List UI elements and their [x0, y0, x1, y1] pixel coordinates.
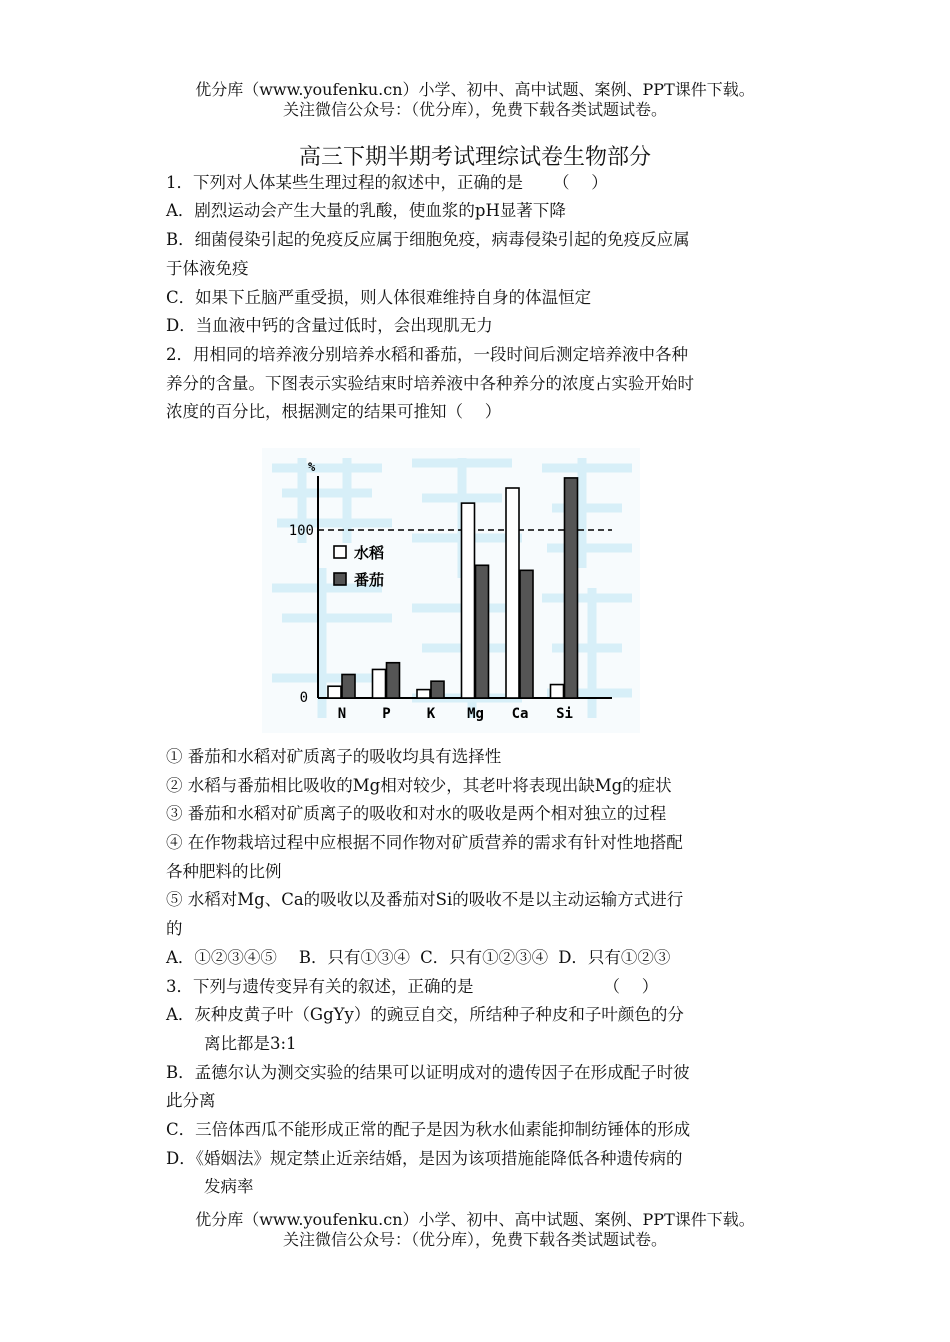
q2-statement-1: ① 番茄和水稻对矿质离子的吸收均具有选择性: [166, 747, 502, 766]
page-title: 高三下期半期考试理综试卷生物部分: [298, 145, 651, 170]
q3-option-d-line2: 发病率: [204, 1177, 254, 1196]
x-tick-K: K: [426, 706, 436, 722]
q2-statement-2: ② 水稻与番茄相比吸收的Mg相对较少，其老叶将表现出缺Mg的症状: [166, 776, 672, 795]
q2-statement-4-line1: ④ 在作物栽培过程中应根据不同作物对矿质营养的需求有针对性地搭配: [166, 833, 683, 852]
q2-stem-line2: 养分的含量。下图表示实验结束时培养液中各种养分的浓度占实验开始时: [166, 374, 694, 393]
header-line-2: 关注微信公众号：（优分库），免费下载各类试题试卷。: [282, 100, 667, 119]
bar-Si-tomato: [565, 478, 578, 698]
q1-option-c: C．如果下丘脑严重受损，则人体很难维持自身的体温恒定: [166, 288, 592, 307]
q2-option-b: B．只有①③④: [298, 948, 411, 967]
q3-stem: 3．下列与遗传变异有关的叙述，正确的是 （ ）: [166, 977, 659, 996]
legend-swatch-rice: [334, 546, 346, 558]
q1-option-b-line2: 于体液免疫: [166, 259, 249, 278]
q2-stem-line3: 浓度的百分比，根据测定的结果可推知（ ）: [166, 402, 502, 421]
q2-statement-5-line1: ⑤ 水稻对Mg、Ca的吸收以及番茄对Si的吸收不是以主动运输方式进行: [166, 890, 684, 909]
q3-option-a-line2: 离比都是3:1: [204, 1034, 297, 1053]
q2-option-a: A．①②③④⑤: [166, 948, 277, 967]
bar-N-tomato: [342, 674, 355, 698]
q2-option-d: D．只有①②③: [558, 948, 671, 967]
x-tick-P: P: [382, 706, 391, 722]
q3-option-d-line1: D．《婚姻法》规定禁止近亲结婚，是因为该项措施能降低各种遗传病的: [166, 1149, 683, 1168]
q1-option-a: A．剧烈运动会产生大量的乳酸，使血浆的pH显著下降: [166, 201, 566, 220]
y-axis-label: %: [308, 460, 316, 474]
q3-option-a-line1: A．灰种皮黄子叶（GgYy）的豌豆自交，所结种子种皮和子叶颜色的分: [166, 1005, 684, 1024]
nutrient-bar-chart: [262, 448, 640, 733]
legend-swatch-tomato: [334, 573, 346, 585]
q3-option-c: C．三倍体西瓜不能形成正常的配子是因为秋水仙素能抑制纺锤体的形成: [166, 1120, 691, 1139]
q2-statement-3: ③ 番茄和水稻对矿质离子的吸收和对水的吸收是两个相对独立的过程: [166, 804, 667, 823]
q1-stem: 1．下列对人体某些生理过程的叙述中，正确的是 （ ）: [166, 173, 608, 192]
x-tick-Mg: Mg: [467, 706, 484, 722]
bar-K-tomato: [431, 681, 444, 698]
x-tick-N: N: [337, 706, 347, 722]
q1-option-d: D．当血液中钙的含量过低时，会出现肌无力: [166, 316, 493, 335]
bar-P-tomato: [387, 663, 400, 698]
x-tick-Si: Si: [556, 706, 573, 722]
footer-line-2: 关注微信公众号：（优分库），免费下载各类试题试卷。: [282, 1230, 667, 1249]
bar-Ca-rice: [506, 488, 519, 698]
legend-label-rice: 水稻: [354, 544, 385, 562]
x-tick-Ca: Ca: [511, 706, 529, 722]
q2-options: [166, 947, 670, 969]
q3-option-b-line2: 此分离: [166, 1091, 216, 1110]
q1-option-b-line1: B．细菌侵染引起的免疫反应属于细胞免疫，病毒侵染引起的免疫反应属: [166, 230, 690, 249]
q2-option-c: C．只有①②③④: [420, 948, 549, 967]
bar-Mg-rice: [462, 503, 475, 698]
bar-N-rice: [328, 686, 341, 698]
q2-stem-line1: 2．用相同的培养液分别培养水稻和番茄，一段时间后测定培养液中各种: [166, 345, 688, 364]
q2-statement-5-line2: 的: [166, 919, 183, 938]
bar-Mg-tomato: [476, 565, 489, 698]
bar-K-rice: [417, 690, 430, 698]
header-line-1: 优分库（www.youfenku.cn）小学、初中、高中试题、案例、PPT课件下载。: [195, 80, 755, 99]
bar-P-rice: [373, 669, 386, 698]
q2-statement-4-line2: 各种肥料的比例: [166, 862, 282, 881]
bar-Ca-tomato: [520, 570, 533, 698]
y-tick-100: 100: [288, 523, 314, 539]
bar-Si-rice: [551, 685, 564, 698]
footer-line-1: 优分库（www.youfenku.cn）小学、初中、高中试题、案例、PPT课件下载。: [195, 1210, 755, 1229]
q3-option-b-line1: B．孟德尔认为测交实验的结果可以证明成对的遗传因子在形成配子时彼: [166, 1063, 690, 1082]
legend-label-tomato: 番茄: [354, 571, 385, 589]
y-tick-0: 0: [299, 690, 308, 706]
